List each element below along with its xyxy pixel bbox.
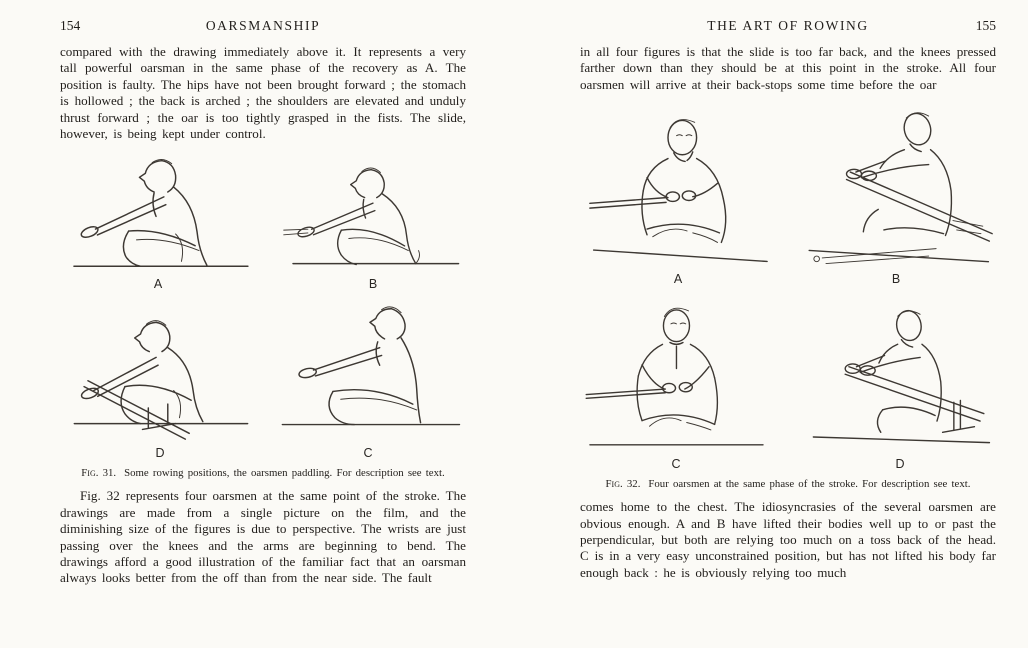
figure-label: C	[671, 457, 681, 472]
oarsman-drawing-icon	[60, 148, 256, 276]
figure-caption-text: Four oarsmen at the same phase of the stroke. For description see text.	[648, 478, 971, 491]
figure-32	[580, 103, 996, 471]
paragraph: compared with the drawing immediately above it. It represents a very tall powerful oarsman in the same phase of the recovery as A. The position is faulty. The hips have not been brought forward ; the stomach is hollowed ; the back is arched ; the shoulders are elevated and unduly thrust forward ; the oar is too tightly grasped in the fists. The slide, however, is being kept under control.	[60, 44, 466, 142]
paragraph: Fig. 32 represents four oarsmen at the same point of the stroke. The drawings are made from a single picture on the film, and the diminishing size of the figures is due to perspective. The wrists are just passing over the knees and the arms are beginning to bend. The drawings afford a good illustration of the familiar fact that an oarsman always looks better from the off than from the near side. The fault	[60, 488, 466, 586]
figure-label: D	[155, 446, 165, 461]
page-title: THE ART OF ROWING	[707, 18, 869, 33]
page-number: 155	[975, 18, 996, 33]
figure-31-item-c	[270, 299, 466, 460]
page-title: OARSMANSHIP	[205, 18, 321, 33]
paragraph: comes home to the chest. The idiosyncrasies of the several oarsmen are obvious enough. A and B have lifted their bodies well up to or past the perpendicular, but both are relying too much on a toss back of the head. C is in a very easy unconstrained position, but has not lifted his body far enough back : he is obviously relying too much	[580, 499, 996, 580]
figure-32-item-a	[580, 109, 776, 286]
figure-31-row-2	[60, 299, 466, 460]
figure-31-row-1	[60, 148, 466, 291]
figure-label: D	[895, 457, 905, 472]
figure-31-caption	[60, 467, 466, 479]
page-number: 154	[60, 18, 81, 33]
figure-32-row-1	[580, 103, 996, 286]
running-head-left	[60, 18, 466, 34]
figure-32-item-d	[804, 300, 996, 471]
paragraph: in all four figures is that the slide is too far back, and the knees pressed farther down than they should be at this point in the stroke. All four oarsmen will arrive at their back-stops some time before the oar	[580, 44, 996, 92]
figure-31-item-b	[280, 148, 466, 291]
figure-caption-number: Fig. 31.	[81, 467, 117, 480]
oarsman-drawing-icon	[60, 299, 260, 445]
figure-32-caption	[580, 478, 996, 490]
figure-31	[60, 148, 466, 460]
figure-label: A	[673, 272, 683, 287]
oarsman-drawing-icon	[580, 296, 772, 456]
page-155	[514, 0, 1028, 648]
figure-31-item-d	[60, 299, 260, 460]
figure-label: B	[891, 272, 901, 287]
oarsman-drawing-icon	[580, 109, 776, 271]
running-head-right	[580, 18, 996, 34]
figure-caption-number: Fig. 32.	[605, 478, 641, 491]
figure-31-item-a	[60, 148, 256, 291]
figure-label: B	[368, 277, 378, 292]
oarsman-drawing-icon	[804, 300, 996, 456]
figure-label: A	[153, 277, 163, 292]
figure-32-item-b	[796, 103, 996, 286]
oarsman-drawing-icon	[796, 103, 996, 271]
figure-32-row-2	[580, 296, 996, 471]
figure-32-item-c	[580, 296, 772, 471]
figure-caption-text: Some rowing positions, the oarsmen paddling. For description see text.	[124, 467, 445, 480]
figure-label: C	[363, 446, 373, 461]
oarsman-drawing-icon	[280, 148, 466, 276]
oarsman-drawing-icon	[270, 299, 466, 445]
